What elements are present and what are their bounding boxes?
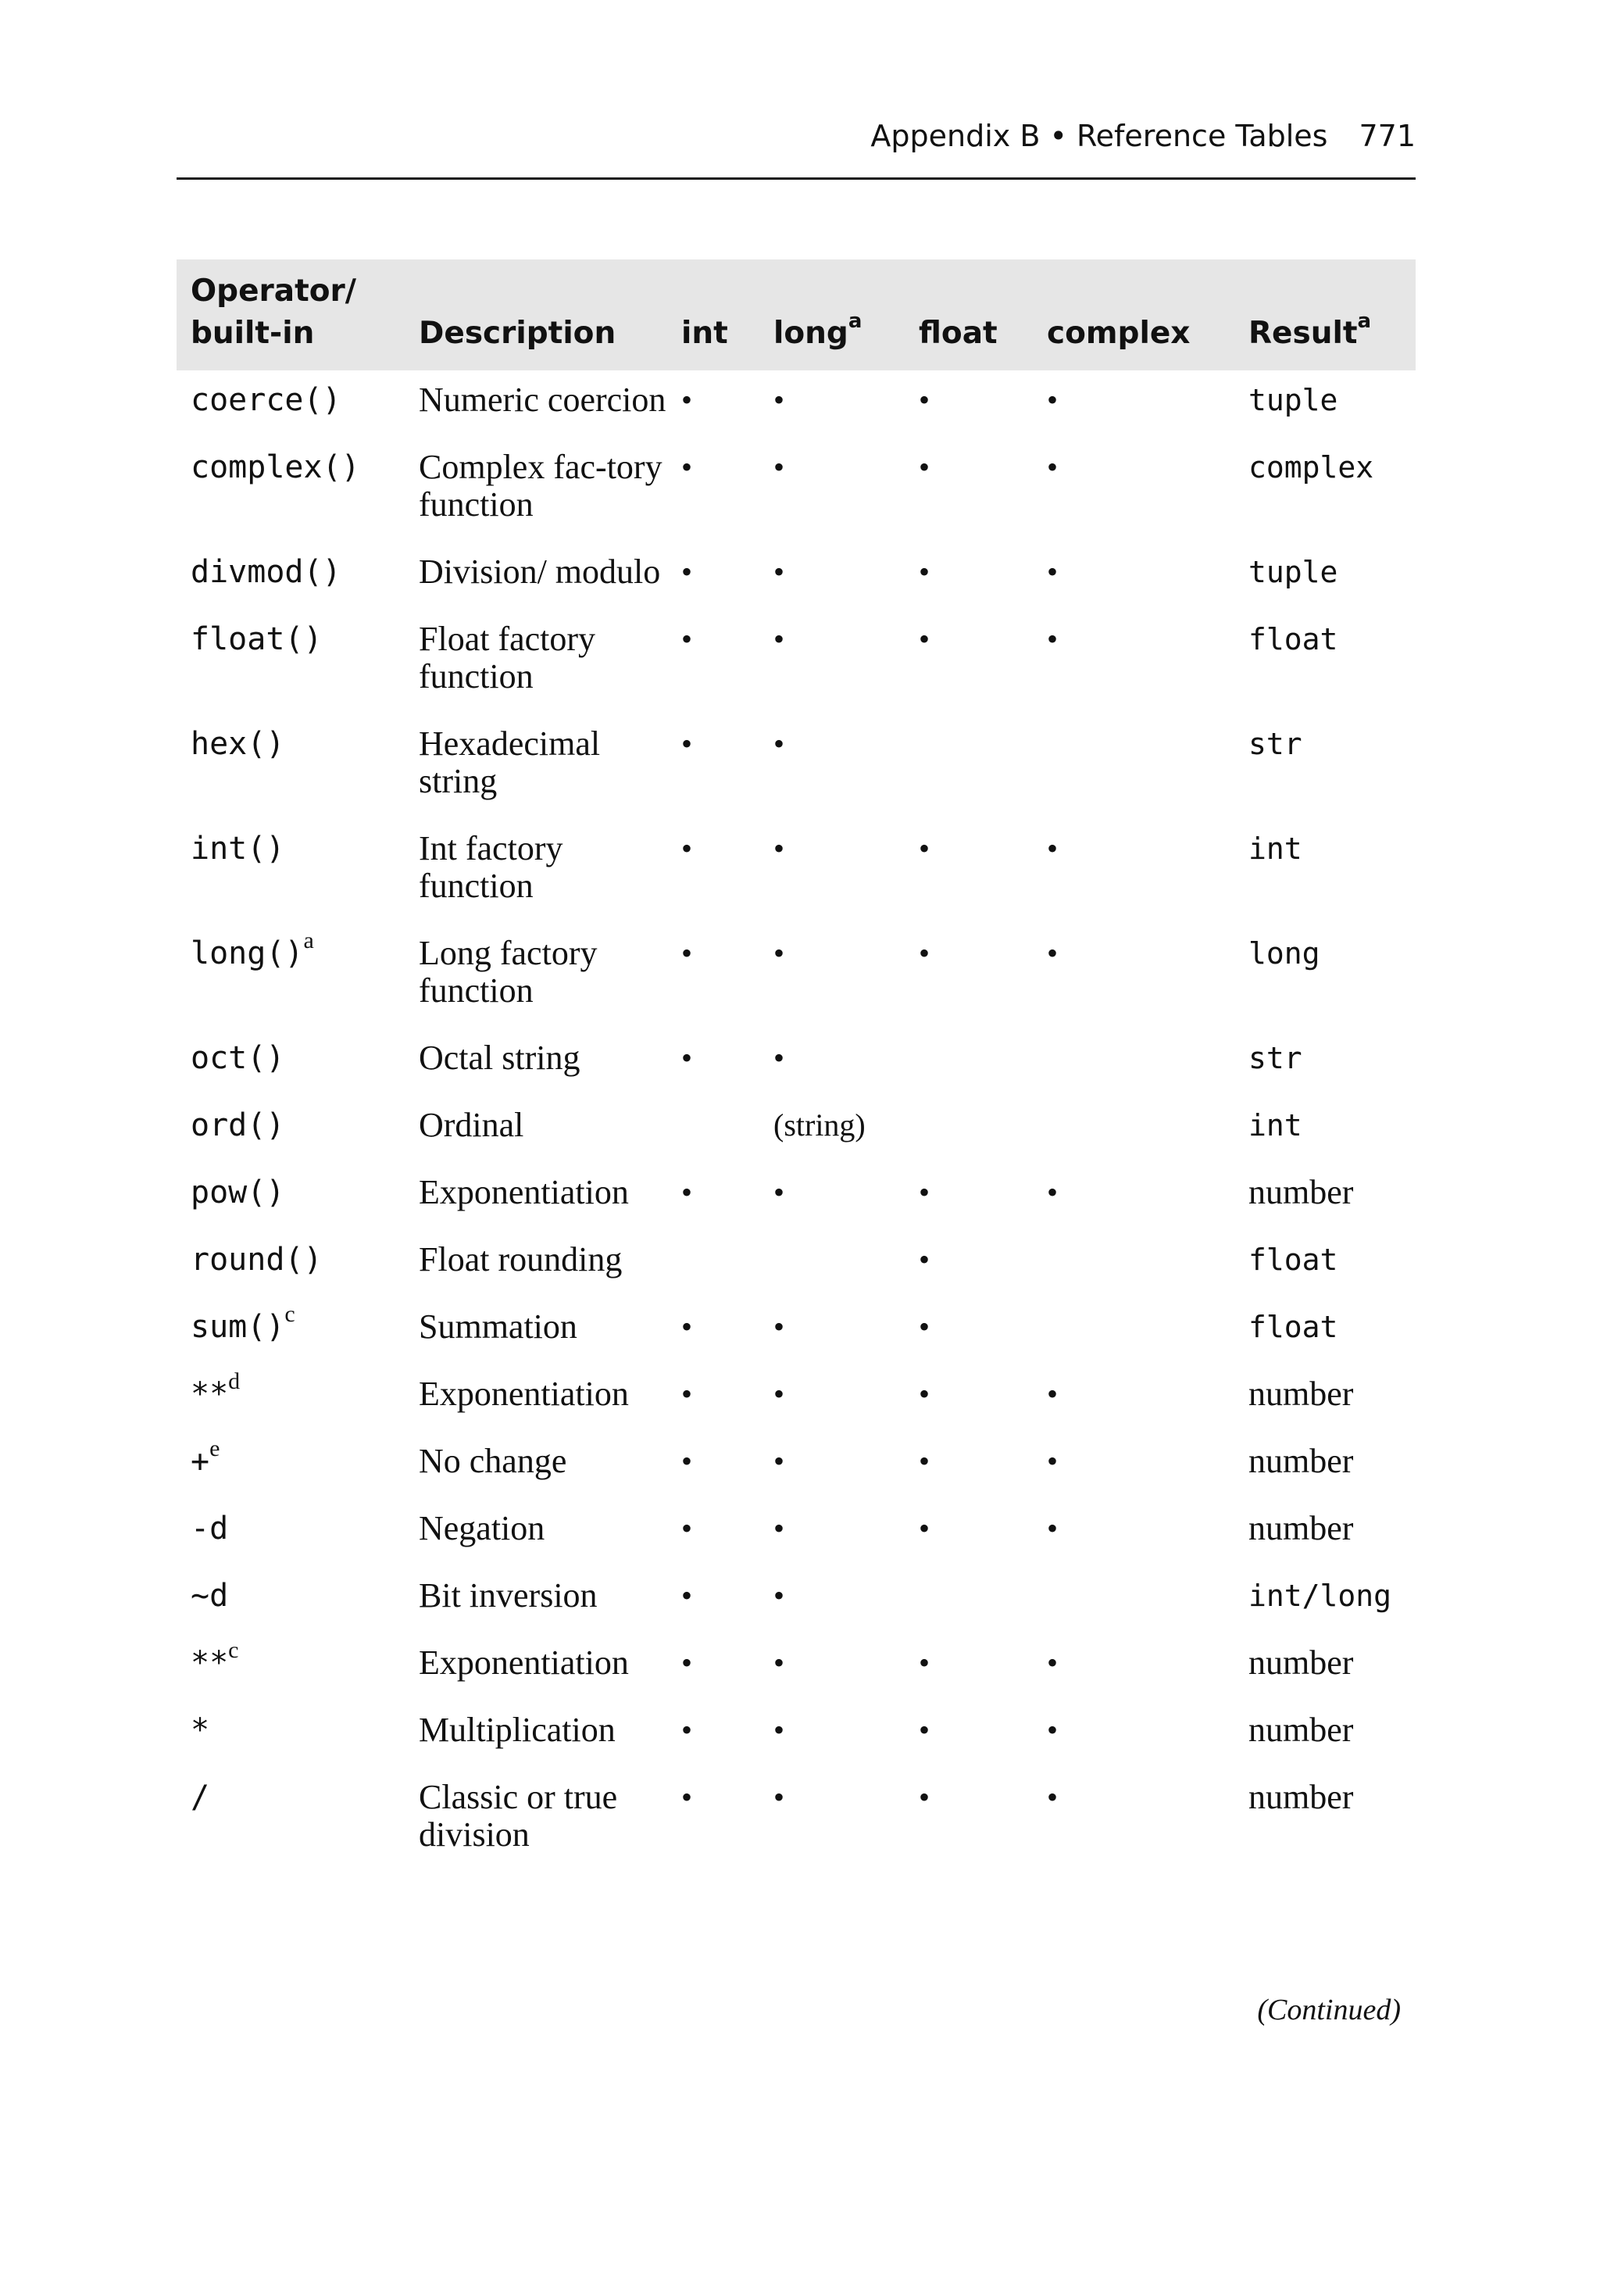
long-support-cell: • [773,382,785,417]
column-label: Operator/ built-in [191,274,356,351]
description-cell: Summation [419,1307,577,1346]
operator-name: coerce() [191,382,341,418]
long-support-cell: • [773,1511,785,1546]
description-cell: Division/ modulo [419,553,661,591]
float-support-cell: • [919,935,930,971]
int-support-cell [667,1230,759,1297]
complex-support-cell: • [1047,1511,1059,1546]
section-title: Appendix B • Reference Tables [870,119,1328,153]
footnote-marker: a [1357,309,1372,333]
float-support-cell: • [919,449,930,485]
complex-support-cell [1033,1028,1234,1096]
operator-name: round() [191,1242,323,1278]
operator-name: ord() [191,1107,285,1143]
operator-name: ** [191,1376,229,1412]
operator-cell [177,1364,405,1432]
table-row [177,438,1416,542]
float-support-cell [905,714,1033,819]
float-support-cell: • [919,554,930,589]
int-support-cell: • [681,1511,693,1546]
int-support-cell: • [681,831,693,866]
complex-support-cell [1033,1096,1234,1163]
column-label: Result [1248,316,1358,351]
float-support-cell: • [919,1242,930,1277]
col-description-header [405,259,667,370]
operator-name: * [191,1712,210,1748]
operator-cell [177,714,405,819]
column-label: complex [1047,316,1191,351]
operator-cell [177,1230,405,1297]
column-label: Description [419,316,616,351]
description-cell: Multiplication [419,1711,616,1749]
long-support-cell: • [773,935,785,971]
table-row [177,1701,1416,1768]
result-cell: long [1248,936,1320,971]
operator-name: pow() [191,1175,285,1211]
complex-support-cell: • [1047,1779,1059,1815]
reference-table [177,259,1416,1872]
long-support-cell: • [773,1645,785,1680]
operator-name: long() [191,935,304,971]
complex-support-cell: • [1047,621,1059,656]
table-row [177,1364,1416,1432]
result-cell: number [1248,1778,1354,1816]
float-support-cell: • [919,1443,930,1479]
result-cell: complex [1248,450,1374,485]
table-row [177,1297,1416,1364]
float-support-cell [905,1096,1033,1163]
complex-support-cell: • [1047,1376,1059,1411]
result-cell: tuple [1248,383,1338,417]
complex-support-cell [1033,1297,1234,1364]
operator-cell [177,1297,405,1364]
operator-name: ** [191,1645,229,1681]
result-cell: int [1248,831,1302,866]
col-result-header [1234,259,1416,370]
int-support-cell: • [681,382,693,417]
result-cell: number [1248,1509,1354,1547]
long-support-cell: • [773,1309,785,1344]
float-support-cell: • [919,1511,930,1546]
operator-cell [177,1163,405,1230]
float-support-cell: • [919,1779,930,1815]
result-cell: str [1248,1041,1302,1075]
long-support-cell: (string) [773,1107,866,1143]
complex-support-cell: • [1047,935,1059,971]
description-cell: Bit inversion [419,1576,598,1615]
description-cell: Ordinal [419,1106,524,1144]
col-long-header [759,259,905,370]
result-cell: int/long [1248,1579,1392,1613]
long-support-cell: • [773,1175,785,1210]
complex-support-cell [1033,714,1234,819]
description-cell: Negation [419,1509,545,1547]
table-row [177,1566,1416,1633]
complex-support-cell: • [1047,554,1059,589]
description-cell: Float rounding [419,1240,623,1279]
operator-cell [177,924,405,1028]
col-int-header [667,259,759,370]
float-support-cell: • [919,1309,930,1344]
table-row [177,610,1416,714]
description-cell: Classic or true division [419,1778,618,1854]
operator-name: complex() [191,449,360,485]
operator-cell [177,1566,405,1633]
long-support-cell: • [773,1040,785,1075]
footnote-marker: c [228,1637,239,1663]
header-row [177,259,1416,370]
operator-name: ~d [191,1578,229,1614]
complex-support-cell: • [1047,831,1059,866]
result-cell: number [1248,1375,1354,1413]
footnote-marker: a [848,309,862,333]
float-support-cell: • [919,1376,930,1411]
description-cell: Exponentiation [419,1643,629,1682]
long-support-cell: • [773,1578,785,1613]
operator-cell [177,1633,405,1701]
int-support-cell: • [681,1443,693,1479]
result-cell: number [1248,1442,1354,1480]
int-support-cell: • [681,1578,693,1613]
int-support-cell: • [681,1645,693,1680]
result-cell: number [1248,1643,1354,1682]
result-cell: number [1248,1173,1354,1211]
operator-name: oct() [191,1040,285,1076]
operator-cell [177,370,405,438]
int-support-cell: • [681,935,693,971]
int-support-cell: • [681,1779,693,1815]
float-support-cell: • [919,621,930,656]
int-support-cell: • [681,726,693,761]
int-support-cell: • [681,449,693,485]
complex-support-cell: • [1047,449,1059,485]
footnote-marker: e [209,1436,220,1461]
continued-note: (Continued) [1257,1994,1401,2026]
result-cell: tuple [1248,555,1338,589]
operator-cell [177,1701,405,1768]
long-support-cell: • [773,831,785,866]
col-float-header [905,259,1033,370]
long-support-cell: • [773,1376,785,1411]
column-label: float [919,316,998,351]
operator-name: sum() [191,1309,285,1345]
result-cell: int [1248,1108,1302,1143]
running-head [177,119,1416,180]
operator-cell [177,1432,405,1499]
table-row [177,1163,1416,1230]
description-cell: Numeric coercion [419,381,666,419]
long-support-cell: • [773,449,785,485]
operator-name: -d [191,1511,229,1547]
float-support-cell [905,1028,1033,1096]
result-cell: float [1248,622,1338,656]
description-cell: Long factory function [419,934,598,1010]
float-support-cell: • [919,1712,930,1747]
operator-name: + [191,1443,210,1479]
operator-cell [177,542,405,610]
long-support-cell: • [773,1712,785,1747]
operator-cell [177,819,405,924]
description-cell: Int factory function [419,829,563,905]
float-support-cell: • [919,1645,930,1680]
table-row [177,1230,1416,1297]
footnote-marker: d [228,1368,241,1394]
complex-support-cell: • [1047,1645,1059,1680]
operator-name: / [191,1779,210,1815]
description-cell: Octal string [419,1039,580,1077]
long-support-cell: • [773,621,785,656]
operator-name: divmod() [191,554,341,590]
page-number: 771 [1359,119,1416,153]
float-support-cell: • [919,1175,930,1210]
operator-cell [177,1768,405,1872]
complex-support-cell: • [1047,1175,1059,1210]
result-cell: number [1248,1711,1354,1749]
description-cell: Complex fac-tory function [419,448,662,524]
long-support-cell: • [773,1779,785,1815]
table-row [177,714,1416,819]
result-cell: float [1248,1310,1338,1344]
table-row [177,1096,1416,1163]
int-support-cell: • [681,554,693,589]
int-support-cell: • [681,1040,693,1075]
description-cell: Hexadecimal string [419,724,601,800]
operator-cell [177,438,405,542]
int-support-cell [667,1096,759,1163]
result-cell: str [1248,727,1302,761]
int-support-cell: • [681,621,693,656]
column-label: int [681,316,728,351]
operator-name: hex() [191,726,285,762]
complex-support-cell: • [1047,1712,1059,1747]
complex-support-cell: • [1047,382,1059,417]
int-support-cell: • [681,1712,693,1747]
col-complex-header [1033,259,1234,370]
long-support-cell: • [773,1443,785,1479]
table-row [177,1499,1416,1566]
long-support-cell: • [773,554,785,589]
table-row [177,370,1416,438]
table-header [177,259,1416,370]
footnote-marker: c [284,1301,295,1327]
table-row [177,924,1416,1028]
operator-cell [177,1028,405,1096]
table-body [177,370,1416,1872]
table-row [177,1768,1416,1872]
operator-cell [177,1499,405,1566]
table-row [177,1633,1416,1701]
col-operator-header [177,259,405,370]
footnote-marker: a [303,928,314,953]
complex-support-cell [1033,1566,1234,1633]
description-cell: Exponentiation [419,1375,629,1413]
table-row [177,819,1416,924]
description-cell: Float factory function [419,620,596,696]
operator-name: float() [191,621,323,657]
operator-name: int() [191,831,285,867]
table-row [177,542,1416,610]
int-support-cell: • [681,1309,693,1344]
int-support-cell: • [681,1175,693,1210]
long-support-cell: • [773,726,785,761]
complex-support-cell [1033,1230,1234,1297]
operator-cell [177,1096,405,1163]
result-cell: float [1248,1243,1338,1277]
description-cell: Exponentiation [419,1173,629,1211]
float-support-cell [905,1566,1033,1633]
description-cell: No change [419,1442,567,1480]
long-support-cell [759,1230,905,1297]
float-support-cell: • [919,831,930,866]
table-row [177,1432,1416,1499]
operator-cell [177,610,405,714]
table-row [177,1028,1416,1096]
int-support-cell: • [681,1376,693,1411]
column-label: long [773,316,848,351]
float-support-cell: • [919,382,930,417]
complex-support-cell: • [1047,1443,1059,1479]
